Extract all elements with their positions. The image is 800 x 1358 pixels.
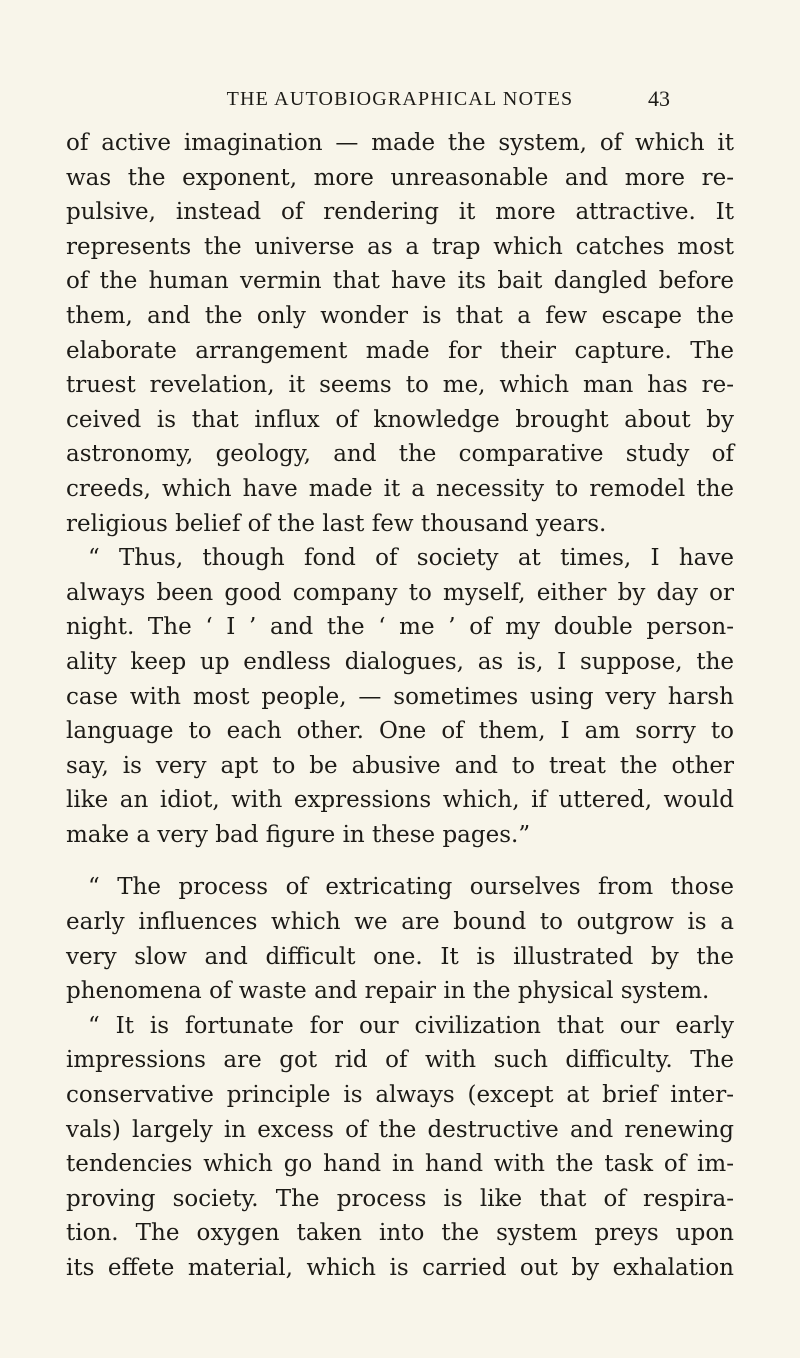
text-line: vals) largely in excess of the destructive and renewing (66, 1116, 734, 1143)
text-line: them, and the only wonder is that a few escape the (66, 302, 734, 329)
text-line: religious belief of the last few thousand years. (66, 510, 607, 537)
paragraph (66, 126, 734, 541)
text-line: early influences which we are bound to outgrow is a (66, 909, 734, 936)
text-line: ceived is that influx of knowledge brought about by (66, 406, 734, 433)
text-line: always been good company to myself, either by day or (66, 579, 734, 606)
text-line: represents the universe as a trap which catches most (66, 233, 734, 260)
text-line: was the exponent, more unreasonable and more re- (66, 164, 734, 191)
text-line: its effete material, which is carried out by exhalation (66, 1255, 734, 1281)
text-line: make a very bad figure in these pages.” (66, 821, 531, 848)
running-title: THE AUTOBIOGRAPHICAL NOTES (226, 88, 574, 110)
text-line: say, is very apt to be abusive and to treat the other (66, 752, 734, 779)
text-line: creeds, which have made it a necessity to remodel the (66, 475, 734, 502)
text-line: “ The process of extricating ourselves from those (88, 874, 734, 901)
text-line: elaborate arrangement made for their capture. The (66, 337, 734, 364)
text-line: language to each other. One of them, I am sorry to (66, 718, 734, 745)
text-line: “ It is fortunate for our civilization that our early (88, 1012, 734, 1039)
text-line: “ Thus, though fond of society at times, I have (88, 545, 734, 572)
text-line: proving society. The process is like that of respira- (66, 1185, 734, 1212)
text-line: astronomy, geology, and the comparative study of (66, 441, 734, 468)
text-line: tion. The oxygen taken into the system preys upon (66, 1220, 734, 1247)
text-line: impressions are got rid of with such difficulty. The (66, 1047, 734, 1074)
text-line: of the human vermin that have its bait dangled before (66, 268, 734, 295)
text-line: case with most people, — sometimes using very harsh (66, 683, 734, 710)
text-line: pulsive, instead of rendering it more attractive. It (66, 199, 734, 226)
text-line: night. The ‘ I ’ and the ‘ me ’ of my double person- (66, 614, 734, 641)
text-line: ality keep up endless dialogues, as is, I suppose, the (66, 648, 734, 675)
text-line: phenomena of waste and repair in the physical system. (66, 978, 710, 1005)
text-line: conservative principle is always (except at brief inter- (66, 1082, 734, 1109)
text-line: truest revelation, it seems to me, which man has re- (66, 372, 734, 399)
paragraph (66, 1009, 734, 1286)
body-text (66, 126, 734, 1286)
paragraph (66, 541, 734, 852)
running-header (0, 88, 800, 118)
text-line: of active imagination — made the system, of which it (66, 130, 734, 156)
text-line: like an idiot, with expressions which, if uttered, would (66, 787, 734, 814)
text-line: very slow and difficult one. It is illustrated by the (66, 943, 734, 970)
paragraph (66, 870, 734, 1008)
paragraph-spacer (66, 852, 734, 870)
text-line: tendencies which go hand in hand with the task of im- (66, 1151, 734, 1178)
page-number: 43 (648, 86, 670, 111)
